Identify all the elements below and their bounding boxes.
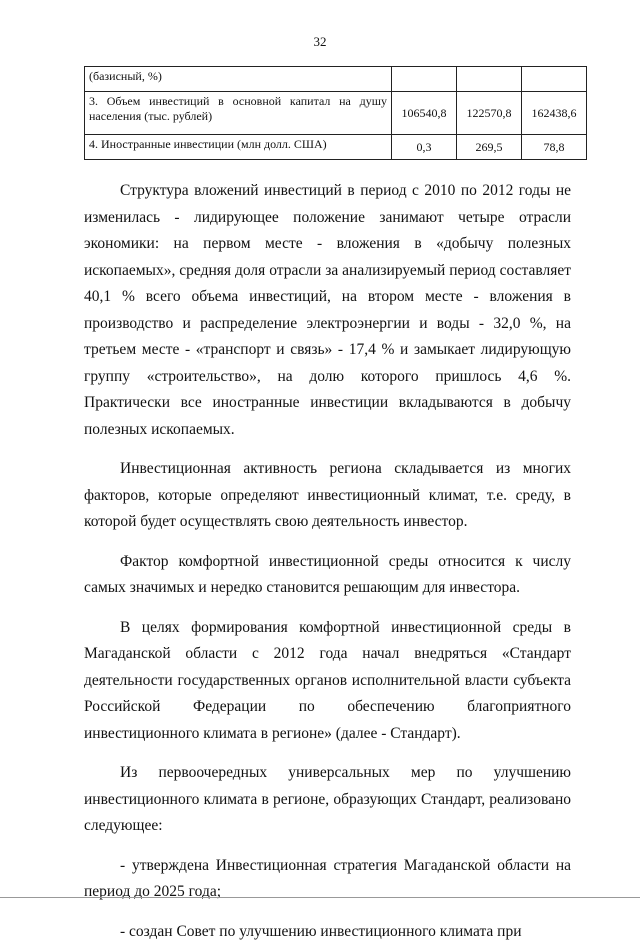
document-body	[84, 178, 571, 945]
paragraph: Фактор комфортной инвестиционной среды относится к числу самых значимых и нередко становится решающим для инвестора.	[84, 549, 571, 602]
row-label: (базисный, %)	[85, 67, 392, 92]
paragraph: Инвестиционная активность региона складывается из многих факторов, которые определяют инвестиционный климат, т.е. среду, в которой будет осуществлять свою деятельность инвестор.	[84, 456, 571, 536]
table-cell: 78,8	[522, 135, 587, 160]
paragraph: Структура вложений инвестиций в период с 2010 по 2012 годы не изменилась - лидирующее положение занимают четыре отрасли экономики: на первом месте - вложения в «добычу полезных ископаемых», средняя доля отрасли за анализируемый период составляет 40,1 % всего объема инвестиций, на втором месте - вложения в производство и распределение электроэнергии и воды - 32,0 %, на третьем месте - «транспорт и связь» - 17,4 % и замыкает лидирующую группу «строительство», на долю которого пришлось 4,6 %. Практически все иностранные инвестиции вкладываются в добычу полезных ископаемых.	[84, 178, 571, 443]
table-row	[85, 92, 587, 135]
table-row	[85, 67, 587, 92]
table-cell	[392, 67, 457, 92]
page-number: 32	[0, 34, 640, 50]
paragraph: В целях формирования комфортной инвестиционной среды в Магаданской области с 2012 года начал внедряться «Стандарт деятельности государственных органов исполнительной власти субъекта Российской Федерации по обеспечению благоприятного инвестиционного климата в регионе» (далее - Стандарт).	[84, 615, 571, 748]
table-cell: 269,5	[457, 135, 522, 160]
table-cell	[457, 67, 522, 92]
table-cell: 122570,8	[457, 92, 522, 135]
table-cell: 162438,6	[522, 92, 587, 135]
list-item: - создан Совет по улучшению инвестиционного климата при	[84, 919, 571, 945]
row-label: 3. Объем инвестиций в основной капитал на душу населения (тыс. рублей)	[85, 92, 392, 135]
list-item: - утверждена Инвестиционная стратегия Магаданской области на период до 2025 года;	[84, 853, 571, 906]
paragraph: Из первоочередных универсальных мер по улучшению инвестиционного климата в регионе, образующих Стандарт, реализовано следующее:	[84, 760, 571, 840]
table-cell: 0,3	[392, 135, 457, 160]
row-label: 4. Иностранные инвестиции (млн долл. США)	[85, 135, 392, 160]
table-row	[85, 135, 587, 160]
table-cell	[522, 67, 587, 92]
table-cell: 106540,8	[392, 92, 457, 135]
statistics-table	[84, 66, 587, 160]
page-bottom-edge	[0, 897, 640, 898]
